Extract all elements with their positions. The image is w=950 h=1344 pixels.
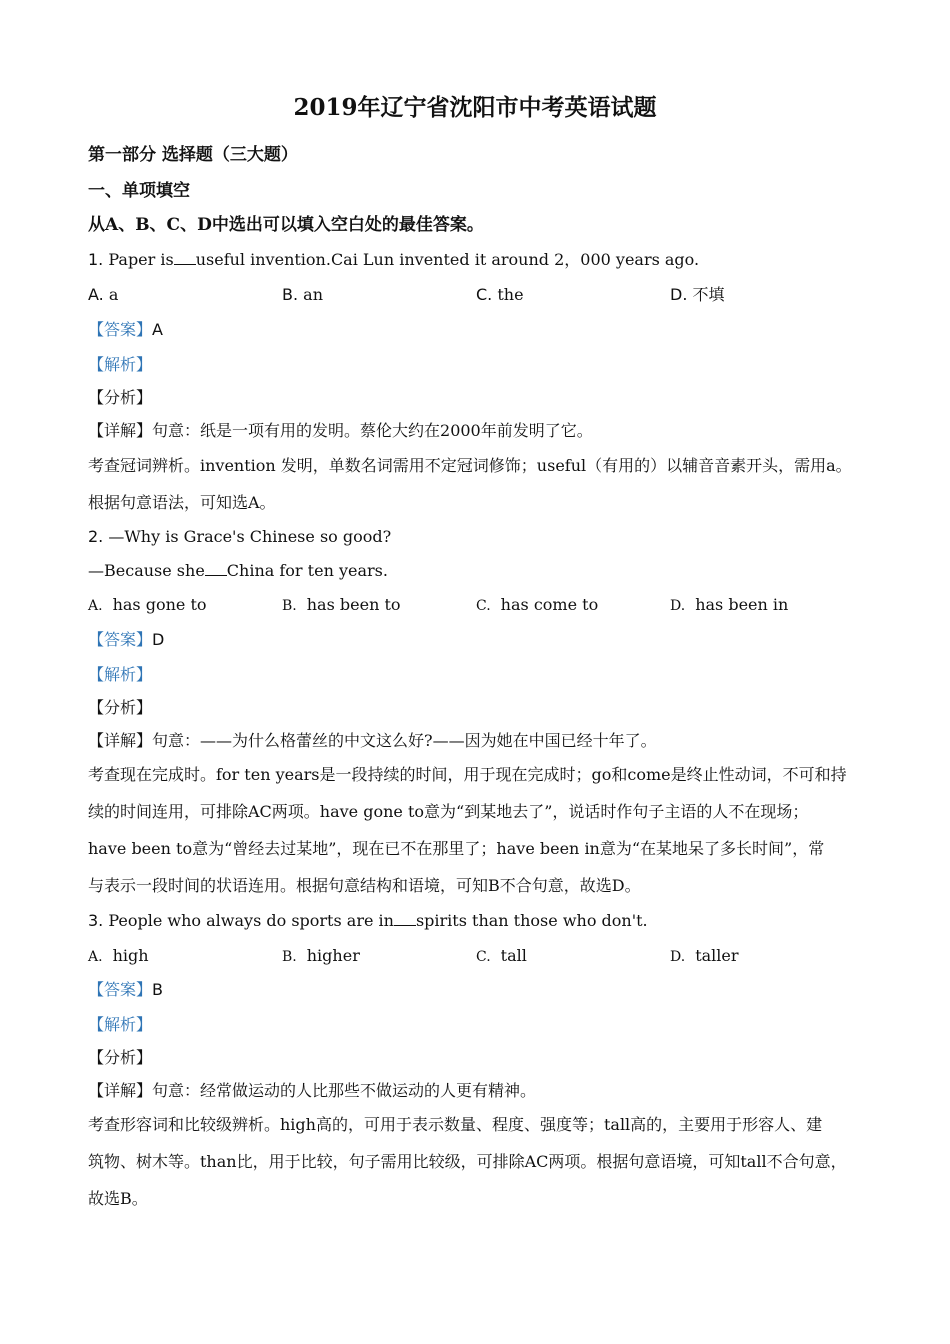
q2-analysis-label: 【解析】 [88,665,153,684]
q2-option-a: A. has gone to [88,595,207,614]
q1-option-a: A. a [88,285,119,304]
q1-fenxi-label: 【分析】 [88,388,153,407]
answer-blank [174,250,196,265]
answer-blank [205,561,227,576]
part-heading: 第一部分 选择题（三大题） [88,145,298,165]
q3-option-a: A. high [88,946,149,965]
q1-detail: 【详解】句意：纸是一项有用的发明。蔡伦大约在2000年前发明了它。 [88,421,593,440]
q3-fenxi-label: 【分析】 [88,1048,153,1067]
q2-explanation-4: 与表示一段时间的状语连用。根据句意结构和语境，可知B不合句意，故选D。 [88,876,641,895]
q1-explanation-2: 根据句意语法，可知选A。 [88,493,276,512]
q3-analysis-label: 【解析】 [88,1015,153,1034]
q3-explanation-2: 筑物、树木等。than比，用于比较，句子需用比较级，可排除AC两项。根据句意语境，可知tall不合句意， [88,1152,847,1171]
question-3: 3. People who always do sports are in spirits than those who don't. [88,911,648,930]
q3-explanation-3: 故选B。 [88,1189,148,1208]
question-number: 1. [88,250,104,269]
page-title: 2019年辽宁省沈阳市中考英语试题 [293,94,657,121]
q2-explanation-1: 考查现在完成时。for ten years是一段持续的时间，用于现在完成时；go和come是终止性动词，不可和持 [88,765,847,784]
instruction: 从A、B、C、D中选出可以填入空白处的最佳答案。 [88,215,484,235]
q2-fenxi-label: 【分析】 [88,698,153,717]
q1-option-d: D. 不填 [670,285,725,304]
q2-option-d: D. has been in [670,595,789,614]
question-2-line-2: —Because she China for ten years. [88,561,388,580]
answer-blank [394,911,416,926]
q1-option-b: B. an [282,285,323,304]
q3-option-d: D. taller [670,946,739,965]
q1-answer: 【答案】A [88,320,163,339]
q3-answer: 【答案】B [88,980,163,999]
q2-option-c: C. has come to [476,595,599,614]
q3-option-c: C. tall [476,946,527,965]
q1-explanation-1: 考查冠词辨析。invention 发明，单数名词需用不定冠词修饰；useful（有用的）以辅音音素开头，需用a。 [88,456,852,475]
question-2: 2. —Why is Grace's Chinese so good? [88,527,392,546]
q1-analysis-label: 【解析】 [88,355,153,374]
q2-detail: 【详解】句意：——为什么格蕾丝的中文这么好?——因为她在中国已经十年了。 [88,731,657,750]
q3-option-b: B. higher [282,946,360,965]
q2-explanation-3: have been to意为“曾经去过某地”，现在已不在那里了；have been in意为“在某地呆了多长时间”，常 [88,839,825,858]
q2-explanation-2: 续的时间连用，可排除AC两项。have gone to意为“到某地去了”，说话时作句子主语的人不在现场； [88,802,809,821]
q1-option-c: C. the [476,285,524,304]
question-1: 1. Paper is useful invention.Cai Lun invented it around 2，000 years ago. [88,250,700,269]
q3-detail: 【详解】句意：经常做运动的人比那些不做运动的人更有精神。 [88,1081,537,1100]
q2-option-b: B. has been to [282,595,401,614]
q3-explanation-1: 考查形容词和比较级辨析。high高的，可用于表示数量、程度、强度等；tall高的，主要用于形容人、建 [88,1115,823,1134]
section-heading: 一、单项填空 [88,181,190,201]
q2-answer: 【答案】D [88,630,165,649]
